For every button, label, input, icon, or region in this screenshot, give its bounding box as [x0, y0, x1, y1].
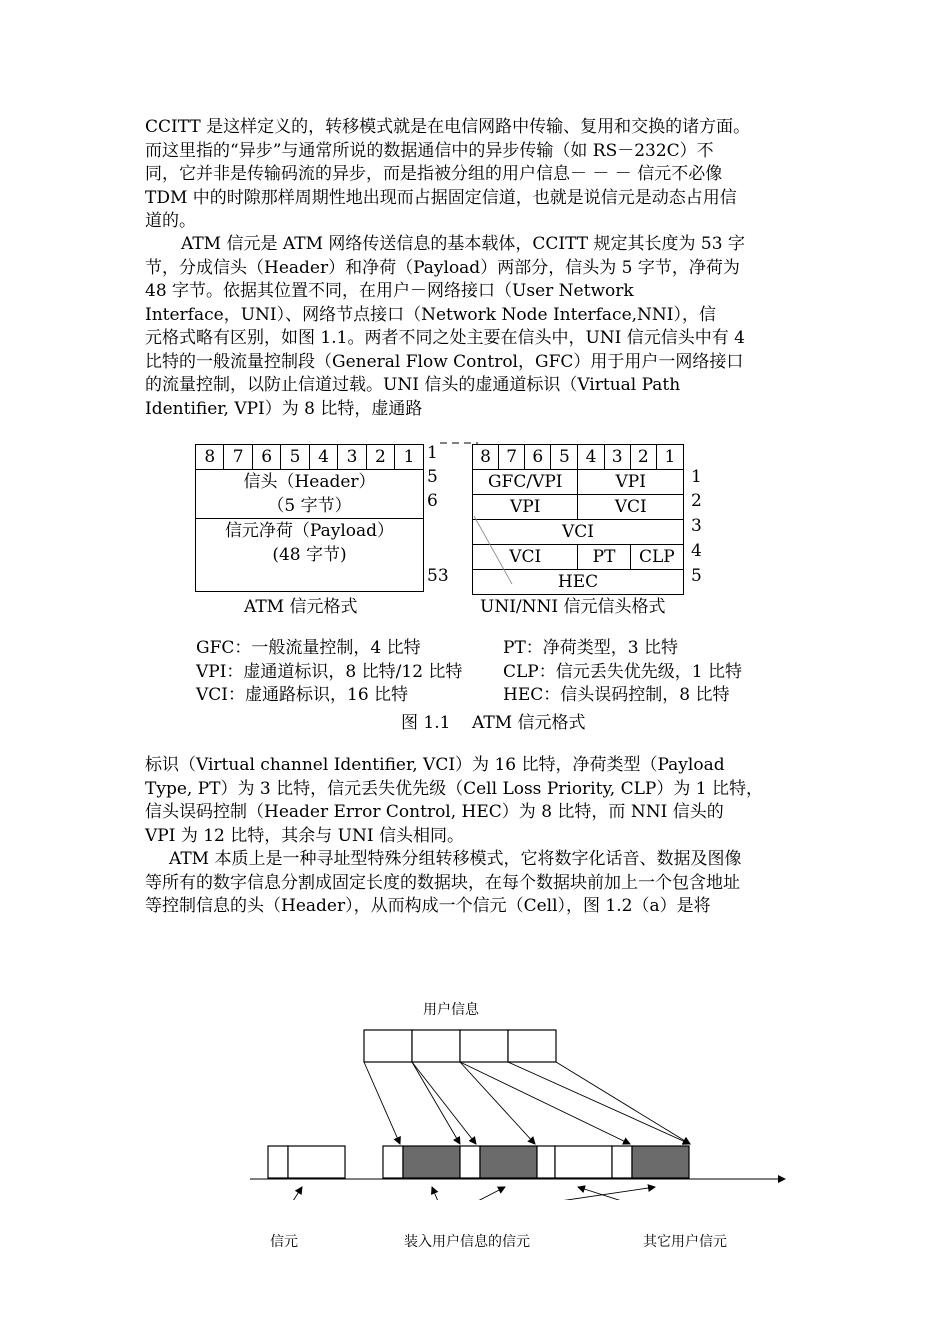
legend-gfc: GFC：一般流量控制，4 比特 [196, 638, 421, 658]
text-line: 标识（Virtual channel Identifier, VCI）为 16 比特，净荷类型（Payload [145, 755, 725, 775]
field-vpi: VPI [578, 470, 684, 495]
bit-label: 8 [473, 445, 499, 470]
diagonal-lines [472, 514, 522, 590]
text-line: 48 字节。依据其位置不同，在用户－网络接口（User Network [145, 281, 634, 301]
cell-label: 信元 [270, 1234, 298, 1250]
row-number: 5 [691, 566, 702, 586]
bit-label: 7 [224, 445, 252, 470]
bit-label: 6 [252, 445, 280, 470]
byte-number: 53 [427, 566, 449, 586]
bit-label: 4 [309, 445, 337, 470]
text-line: VPI 为 12 比特，其余与 UNI 信头相同。 [145, 825, 464, 846]
text-line: 信头误码控制（Header Error Control, HEC）为 8 比特，而 NNI 信头的 [145, 802, 724, 822]
bit-label: 7 [499, 445, 525, 470]
field-gfc-vpi: GFC/VPI [473, 470, 578, 495]
cell-stream-svg [240, 1020, 800, 1200]
other-cells-label: 其它用户信元 [643, 1234, 727, 1250]
field-hec: HEC [473, 570, 684, 595]
paragraph-2 [145, 233, 830, 421]
text-line: ATM 信元是 ATM 网络传送信息的基本载体，CCITT 规定其长度为 53 字 [181, 234, 745, 254]
bit-label: 2 [630, 445, 656, 470]
user-info-label: 用户信息 [423, 1002, 479, 1018]
left-figure-caption: ATM 信元格式 [244, 597, 358, 617]
text-line: TDM 中的时隙那样周期性地出现而占据固定信道，也就是说信元是动态占用信 [145, 187, 737, 208]
field-vpi: VPI [473, 495, 578, 520]
paragraph-4 [145, 848, 830, 919]
text-line: 比特的一般流量控制段（General Flow Control，GFC）用于用户一网络接口 [145, 351, 744, 372]
text-line: 节，分成信头（Header）和净荷（Payload）两部分，信头为 5 字节，净荷为 [145, 257, 740, 278]
legend-pt: PT：净荷类型，3 比特 [503, 638, 678, 658]
byte-number: 5 [427, 467, 438, 487]
bit-label: 2 [366, 445, 394, 470]
text-line: Interface，UNI）、网络节点接口（Network Node Interface,NNI），信 [145, 304, 717, 325]
bit-label: 3 [604, 445, 630, 470]
text-line: 而这里指的“异步”与通常所说的数据通信中的异步传输（如 RS－232C）不 [145, 140, 714, 161]
text-line: 道的。 [145, 211, 196, 231]
field-clp: CLP [630, 545, 683, 570]
byte-number: 1 [427, 443, 438, 463]
field-vci: VCI [473, 520, 684, 545]
bit-label: 1 [656, 445, 683, 470]
byte-number: 6 [427, 491, 438, 511]
bit-label: 1 [395, 445, 424, 470]
bit-label: 6 [525, 445, 551, 470]
bit-label: 3 [338, 445, 366, 470]
legend-clp: CLP：信元丢失优先级，1 比特 [503, 661, 742, 682]
legend-right [503, 637, 742, 708]
bit-label: 5 [281, 445, 309, 470]
row-number: 2 [691, 491, 702, 511]
legend-hec: HEC：信头误码控制，8 比特 [503, 685, 730, 705]
field-vci: VCI [473, 545, 578, 570]
text-line: 同，它并非是传输码流的异步，而是指被分组的用户信息－ － － 信元不必像 [145, 164, 723, 184]
paragraph-1 [145, 116, 830, 234]
right-figure-caption: UNI/NNI 信元信头格式 [480, 597, 666, 617]
bit-label: 4 [578, 445, 604, 470]
text-line: Type, PT）为 3 比特，信元丢失优先级（Cell Loss Priority, CLP）为 1 比特， [145, 778, 763, 799]
atm-cell-format-table [195, 444, 424, 592]
legend-vpi: VPI：虚通道标识，8 比特/12 比特 [196, 661, 463, 682]
loaded-cells-label: 装入用户信息的信元 [404, 1234, 530, 1250]
text-line: ATM 本质上是一种寻址型特殊分组转移模式，它将数字化话音、数据及图像 [169, 849, 742, 869]
header-block [196, 470, 424, 519]
user-info-blocks [364, 1030, 556, 1062]
bit-label: 5 [551, 445, 578, 470]
header-size: （5 字节） [267, 496, 352, 516]
bit-label: 8 [196, 445, 224, 470]
field-pt: PT [578, 545, 630, 570]
payload-block [196, 519, 424, 592]
text-line: Identifier, VPI）为 8 比特，虚通路 [145, 398, 423, 419]
row-number: 3 [691, 516, 702, 536]
text-line: 等控制信息的头（Header），从而构成一个信元（Cell），图 1.2（a）是将 [145, 896, 711, 916]
figure-caption: 图 1.1 ATM 信元格式 [401, 713, 586, 733]
payload-size: (48 字节) [272, 545, 347, 565]
text-line: 的流量控制，以防止信道过载。UNI 信头的虚通道标识（Virtual Path [145, 375, 681, 395]
legend-vci: VCI：虚通路标识，16 比特 [196, 685, 409, 705]
row-number: 4 [691, 541, 702, 561]
legend-left [196, 637, 462, 708]
text-line: 等所有的数字信息分割成固定长度的数据块，在每个数据块前加上一个包含地址 [145, 872, 740, 893]
paragraph-3 [145, 754, 830, 848]
field-vci: VCI [578, 495, 684, 520]
text-line: CCITT 是这样定义的，转移模式就是在电信网路中传输、复用和交换的诸方面。 [145, 117, 751, 137]
header-label: 信头（Header） [243, 472, 376, 492]
row-number: 1 [691, 467, 702, 487]
text-line: 元格式略有区别，如图 1.1。两者不同之处主要在信头中，UNI 信元信头中有 4 [145, 328, 745, 348]
payload-label: 信元净荷（Payload） [224, 521, 395, 541]
